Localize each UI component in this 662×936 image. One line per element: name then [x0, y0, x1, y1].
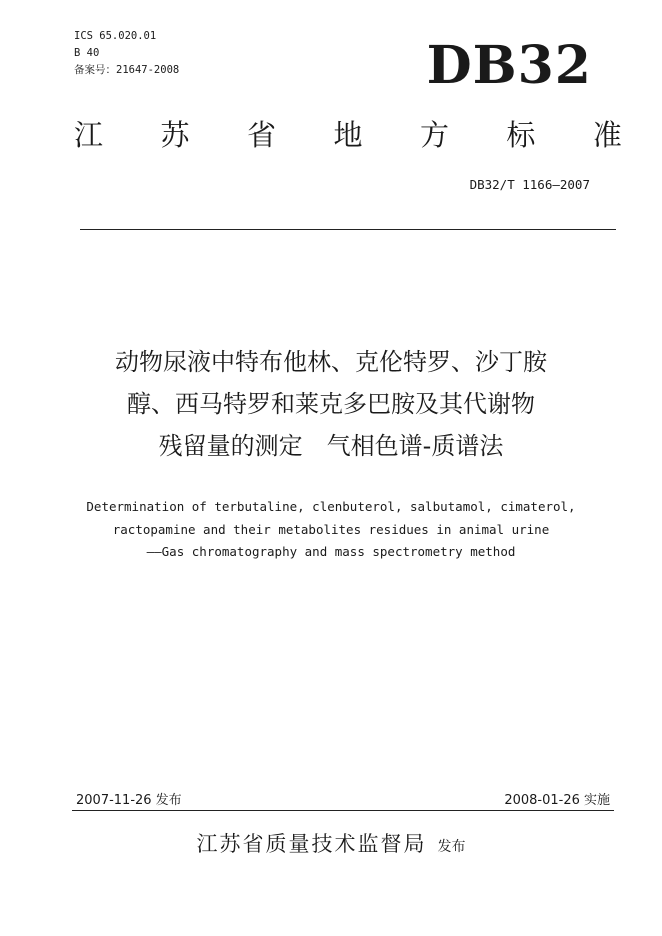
- standard-number: DB32/T 1166—2007: [469, 177, 590, 192]
- standard-type-heading: [74, 118, 622, 152]
- chinese-title: [40, 341, 622, 467]
- standard-type-char: 省: [246, 118, 276, 152]
- standard-type-char: 地: [333, 118, 363, 152]
- implementation-date: 2008-01-26 实施: [504, 793, 610, 808]
- chinese-title-line: 残留量的测定 气相色谱-质谱法: [158, 432, 504, 460]
- issuing-authority-suffix: 发布: [437, 839, 466, 855]
- standard-type-char: 标: [506, 118, 536, 152]
- standard-type-char: 江: [74, 118, 104, 152]
- english-title: [40, 496, 622, 564]
- header-divider: [80, 229, 616, 230]
- chinese-title-line: 醇、西马特罗和莱克多巴胺及其代谢物: [127, 390, 535, 418]
- english-title-line: Determination of terbutaline, clenbuterol, salbutamol, cimaterol,: [86, 499, 576, 514]
- english-title-line: ractopamine and their metabolites residues in animal urine: [112, 521, 550, 537]
- record-number: 备案号：21647-2008: [74, 64, 180, 76]
- footer-divider: [72, 810, 614, 811]
- standard-type-char: 苏: [160, 118, 190, 152]
- db32-logo: DB32: [426, 35, 592, 96]
- english-title-line: ——Gas chromatography and mass spectrometry method: [146, 544, 516, 559]
- issue-date: 2007-11-26 发布: [76, 793, 182, 808]
- ics-code: ICS 65.020.01: [74, 30, 157, 42]
- issuing-authority: 江苏省质量技术监督局: [196, 832, 427, 856]
- standard-type-char: 方: [419, 118, 449, 152]
- classification-code: B 40: [74, 47, 100, 59]
- standard-type-char: 准: [592, 118, 622, 152]
- issuing-authority-row: [40, 828, 622, 858]
- chinese-title-line: 动物尿液中特布他林、克伦特罗、沙丁胺: [115, 348, 547, 376]
